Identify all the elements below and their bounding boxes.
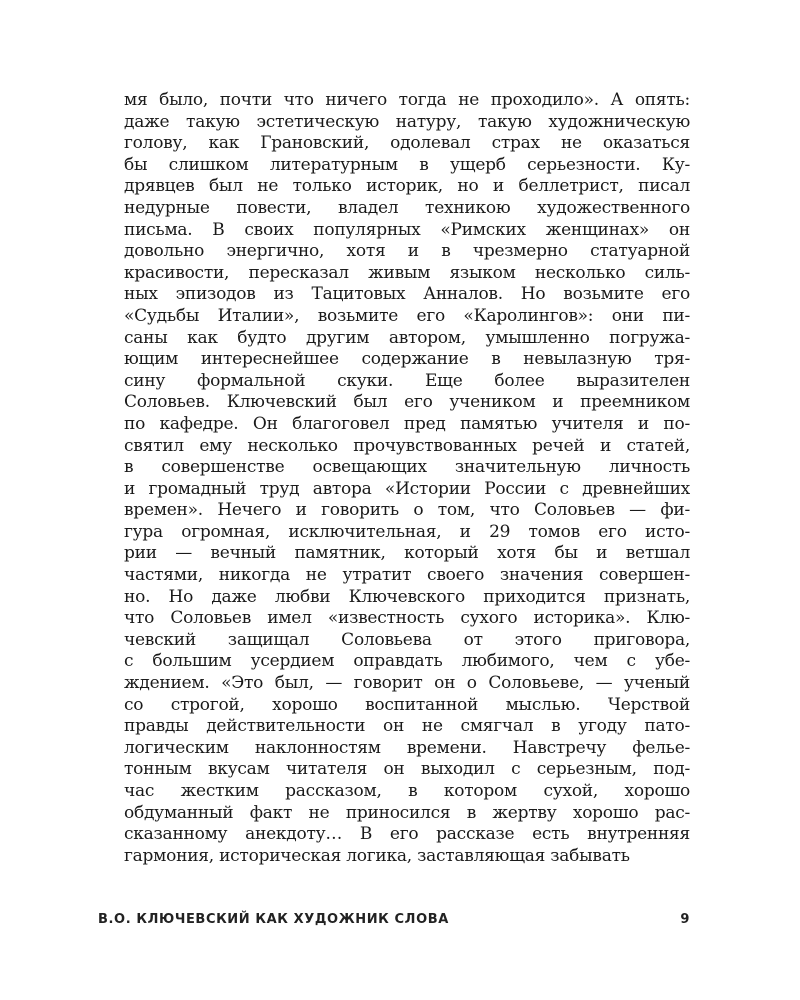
running-title: В.О. КЛЮЧЕВСКИЙ КАК ХУДОЖНИК СЛОВА (98, 912, 449, 927)
text-line: ждением. «Это был, — говорит он о Соловьеве, — ученый (124, 673, 690, 694)
text-line: час жестким рассказом, в котором сухой, хорошо (124, 781, 690, 801)
text-line: в совершенстве освещающих значительную личность (124, 457, 690, 478)
text-line: со строгой, хорошо воспитанной мыслью. Черствой (124, 694, 690, 715)
text-line: сину формальной скуки. Еще более выразителен (124, 370, 690, 391)
text-line: обдуманный факт не приносился в жертву хорошо рас- (124, 802, 690, 823)
text-line: дрявцев был не только историк, но и беллетрист, писал (124, 176, 690, 197)
text-line: «Судьбы Италии», возьмите его «Каролингов»: они пи- (124, 305, 690, 326)
text-line: письма. В своих популярных «Римских женщинах» он (124, 219, 690, 240)
text-line: недурные повести, владел техникою художественного (124, 197, 690, 218)
text-line: частями, никогда не утратит своего значения совершен- (124, 565, 690, 586)
text-line: по кафедре. Он благоговел пред памятью учителя и по- (124, 413, 690, 434)
text-line: довольно энергично, хотя и в чрезмерно статуарной (124, 241, 690, 262)
text-line: ющим интереснейшее содержание в невылазную тря- (124, 349, 690, 370)
text-line: бы слишком литературным в ущерб серьезности. Ку- (124, 154, 690, 175)
text-line: чевский защищал Соловьева от этого приговора, (124, 629, 690, 650)
text-line: красивости, пересказал живым языком несколько силь- (124, 262, 690, 283)
text-line: даже такую эстетическую натуру, такую художническую (124, 111, 690, 132)
text-line: с большим усердием оправдать любимого, чем с убе- (124, 651, 690, 672)
text-line: гура огромная, исключительная, и 29 томов его исто- (124, 521, 690, 542)
text-line: рии — вечный памятник, который хотя бы и ветшал (124, 543, 690, 564)
text-line: времен». Нечего и говорить о том, что Соловьев — фи- (124, 500, 690, 521)
text-line: саны как будто другим автором, умышленно погружа- (124, 327, 690, 348)
text-line: мя было, почти что ничего тогда не проходило». А опять: (124, 90, 690, 110)
text-line: гармония, историческая логика, заставляющая забывать (124, 845, 630, 866)
text-line: но. Но даже любви Ключевского приходится признать, (124, 586, 690, 607)
text-line: Соловьев. Ключевский был его учеником и преемником (124, 392, 690, 413)
text-line: сказанному анекдоту… В его рассказе есть внутренняя (124, 824, 690, 845)
text-line: и громадный труд автора «Истории России с древнейших (124, 478, 690, 499)
body-text (124, 90, 690, 867)
text-line: голову, как Грановский, одолевал страх не оказаться (124, 133, 690, 154)
text-line: святил ему несколько прочувствованных речей и статей, (124, 435, 690, 456)
text-line: что Соловьев имел «известность сухого историка». Клю- (124, 608, 690, 629)
text-line: правды действительности он не смягчал в угоду пато- (124, 716, 690, 737)
text-line: ных эпизодов из Тацитовых Анналов. Но возьмите его (124, 284, 690, 305)
text-line: тонным вкусам читателя он выходил с серьезным, под- (124, 759, 690, 780)
text-line: логическим наклонностям времени. Навстречу фелье- (124, 737, 690, 758)
page-number: 9 (680, 912, 690, 927)
page-footer (98, 912, 690, 927)
